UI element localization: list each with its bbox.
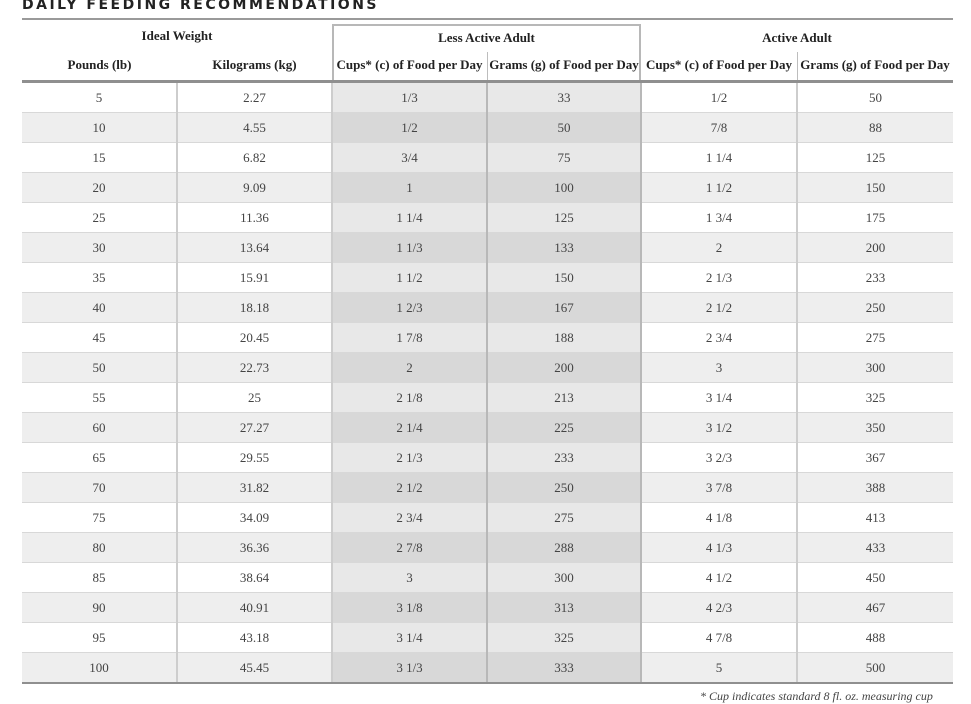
cell-active-grams: 450	[797, 563, 953, 593]
cell-active-cups: 1/2	[641, 83, 797, 113]
column-header-active-cups: Cups* (c) of Food per Day	[645, 57, 792, 72]
cell-less-active-grams: 33	[487, 83, 641, 113]
footer-rule	[22, 682, 953, 684]
cell-pounds: 75	[22, 503, 177, 533]
cell-active-cups: 3	[641, 353, 797, 383]
cell-less-active-cups: 2 1/4	[332, 413, 487, 443]
cell-active-grams: 488	[797, 623, 953, 653]
cell-kilograms: 9.09	[177, 173, 332, 203]
cell-pounds: 80	[22, 533, 177, 563]
header-divider	[487, 52, 488, 80]
cell-active-cups: 4 1/2	[641, 563, 797, 593]
title-rule	[22, 18, 953, 20]
cell-pounds: 50	[22, 353, 177, 383]
cell-less-active-grams: 50	[487, 113, 641, 143]
header-divider	[797, 52, 798, 80]
cell-less-active-cups: 1 1/3	[332, 233, 487, 263]
cell-less-active-grams: 75	[487, 143, 641, 173]
column-header-less-active-cups: Cups* (c) of Food per Day	[336, 57, 483, 72]
cell-kilograms: 6.82	[177, 143, 332, 173]
cell-kilograms: 22.73	[177, 353, 332, 383]
cell-pounds: 55	[22, 383, 177, 413]
cell-less-active-grams: 133	[487, 233, 641, 263]
table-row	[22, 593, 953, 623]
cell-pounds: 10	[22, 113, 177, 143]
cell-pounds: 70	[22, 473, 177, 503]
cell-less-active-cups: 1 7/8	[332, 323, 487, 353]
cell-active-cups: 2 3/4	[641, 323, 797, 353]
cell-less-active-grams: 333	[487, 653, 641, 683]
cell-less-active-cups: 2 7/8	[332, 533, 487, 563]
cell-less-active-cups: 1 2/3	[332, 293, 487, 323]
cell-active-cups: 4 1/3	[641, 533, 797, 563]
cell-less-active-cups: 2 1/2	[332, 473, 487, 503]
cell-less-active-grams: 200	[487, 353, 641, 383]
cell-less-active-grams: 213	[487, 383, 641, 413]
cell-active-grams: 325	[797, 383, 953, 413]
page-title: DAILY FEEDING RECOMMENDATIONS	[22, 0, 380, 13]
cell-less-active-cups: 3 1/4	[332, 623, 487, 653]
cell-pounds: 40	[22, 293, 177, 323]
cell-active-cups: 1 1/2	[641, 173, 797, 203]
feeding-table-body	[22, 83, 953, 683]
cell-active-grams: 388	[797, 473, 953, 503]
column-header-pounds: Pounds (lb)	[67, 57, 132, 72]
cell-less-active-cups: 1/2	[332, 113, 487, 143]
table-row	[22, 473, 953, 503]
footnote: * Cup indicates standard 8 fl. oz. measuring cup	[700, 689, 933, 703]
table-row	[22, 443, 953, 473]
cell-pounds: 20	[22, 173, 177, 203]
table-row	[22, 83, 953, 113]
cell-pounds: 45	[22, 323, 177, 353]
cell-less-active-grams: 188	[487, 323, 641, 353]
cell-active-cups: 7/8	[641, 113, 797, 143]
column-header-kilograms: Kilograms (kg)	[212, 57, 297, 72]
cell-kilograms: 11.36	[177, 203, 332, 233]
cell-less-active-cups: 1/3	[332, 83, 487, 113]
table-row	[22, 323, 953, 353]
cell-active-cups: 2	[641, 233, 797, 263]
cell-less-active-grams: 313	[487, 593, 641, 623]
cell-active-cups: 1 1/4	[641, 143, 797, 173]
table-row	[22, 653, 953, 683]
cell-less-active-cups: 3/4	[332, 143, 487, 173]
cell-pounds: 15	[22, 143, 177, 173]
cell-pounds: 60	[22, 413, 177, 443]
group-header-ideal-weight: Ideal Weight	[141, 28, 213, 43]
cell-active-cups: 2 1/3	[641, 263, 797, 293]
cell-kilograms: 2.27	[177, 83, 332, 113]
table-row	[22, 293, 953, 323]
table-row	[22, 533, 953, 563]
cell-active-cups: 3 1/4	[641, 383, 797, 413]
cell-kilograms: 34.09	[177, 503, 332, 533]
cell-less-active-grams: 100	[487, 173, 641, 203]
table-row	[22, 233, 953, 263]
table-row	[22, 383, 953, 413]
cell-kilograms: 18.18	[177, 293, 332, 323]
cell-pounds: 35	[22, 263, 177, 293]
cell-kilograms: 45.45	[177, 653, 332, 683]
cell-active-grams: 50	[797, 83, 953, 113]
cell-active-cups: 4 1/8	[641, 503, 797, 533]
cell-kilograms: 27.27	[177, 413, 332, 443]
cell-less-active-cups: 2 3/4	[332, 503, 487, 533]
cell-less-active-grams: 275	[487, 503, 641, 533]
group-header-active: Active Adult	[762, 30, 832, 45]
cell-active-cups: 4 2/3	[641, 593, 797, 623]
cell-pounds: 100	[22, 653, 177, 683]
column-header-less-active-grams: Grams (g) of Food per Day	[489, 57, 639, 72]
table-row	[22, 173, 953, 203]
cell-active-cups: 4 7/8	[641, 623, 797, 653]
cell-active-grams: 150	[797, 173, 953, 203]
table-row	[22, 263, 953, 293]
cell-kilograms: 20.45	[177, 323, 332, 353]
cell-less-active-cups: 3 1/8	[332, 593, 487, 623]
table-row	[22, 623, 953, 653]
cell-active-grams: 250	[797, 293, 953, 323]
column-header-active-grams: Grams (g) of Food per Day	[800, 57, 950, 72]
table-row	[22, 143, 953, 173]
cell-less-active-cups: 2 1/3	[332, 443, 487, 473]
table-row	[22, 353, 953, 383]
cell-kilograms: 36.36	[177, 533, 332, 563]
cell-active-cups: 3 1/2	[641, 413, 797, 443]
cell-less-active-grams: 300	[487, 563, 641, 593]
cell-active-grams: 300	[797, 353, 953, 383]
cell-active-grams: 233	[797, 263, 953, 293]
cell-active-cups: 3 2/3	[641, 443, 797, 473]
feeding-table	[22, 83, 953, 683]
cell-active-grams: 467	[797, 593, 953, 623]
cell-kilograms: 31.82	[177, 473, 332, 503]
cell-kilograms: 40.91	[177, 593, 332, 623]
cell-kilograms: 15.91	[177, 263, 332, 293]
group-header-less-active: Less Active Adult	[438, 30, 535, 45]
cell-active-grams: 350	[797, 413, 953, 443]
cell-active-grams: 175	[797, 203, 953, 233]
cell-less-active-cups: 1	[332, 173, 487, 203]
cell-active-grams: 433	[797, 533, 953, 563]
cell-pounds: 90	[22, 593, 177, 623]
cell-less-active-grams: 125	[487, 203, 641, 233]
cell-less-active-cups: 2	[332, 353, 487, 383]
cell-less-active-grams: 288	[487, 533, 641, 563]
cell-kilograms: 29.55	[177, 443, 332, 473]
cell-less-active-cups: 2 1/8	[332, 383, 487, 413]
cell-active-grams: 200	[797, 233, 953, 263]
cell-pounds: 95	[22, 623, 177, 653]
table-row	[22, 563, 953, 593]
cell-active-cups: 2 1/2	[641, 293, 797, 323]
cell-kilograms: 25	[177, 383, 332, 413]
cell-active-grams: 367	[797, 443, 953, 473]
cell-active-cups: 1 3/4	[641, 203, 797, 233]
cell-kilograms: 43.18	[177, 623, 332, 653]
cell-pounds: 5	[22, 83, 177, 113]
cell-less-active-grams: 325	[487, 623, 641, 653]
cell-pounds: 25	[22, 203, 177, 233]
cell-less-active-cups: 3 1/3	[332, 653, 487, 683]
cell-pounds: 85	[22, 563, 177, 593]
cell-active-grams: 275	[797, 323, 953, 353]
cell-active-grams: 125	[797, 143, 953, 173]
cell-pounds: 30	[22, 233, 177, 263]
cell-pounds: 65	[22, 443, 177, 473]
table-row	[22, 503, 953, 533]
cell-less-active-grams: 250	[487, 473, 641, 503]
cell-kilograms: 13.64	[177, 233, 332, 263]
cell-active-grams: 500	[797, 653, 953, 683]
table-row	[22, 113, 953, 143]
cell-less-active-grams: 167	[487, 293, 641, 323]
cell-kilograms: 4.55	[177, 113, 332, 143]
cell-active-cups: 5	[641, 653, 797, 683]
cell-less-active-grams: 233	[487, 443, 641, 473]
cell-active-grams: 413	[797, 503, 953, 533]
cell-kilograms: 38.64	[177, 563, 332, 593]
cell-less-active-grams: 225	[487, 413, 641, 443]
cell-less-active-cups: 1 1/4	[332, 203, 487, 233]
cell-less-active-cups: 1 1/2	[332, 263, 487, 293]
cell-less-active-grams: 150	[487, 263, 641, 293]
cell-less-active-cups: 3	[332, 563, 487, 593]
table-row	[22, 413, 953, 443]
table-row	[22, 203, 953, 233]
cell-active-grams: 88	[797, 113, 953, 143]
cell-active-cups: 3 7/8	[641, 473, 797, 503]
